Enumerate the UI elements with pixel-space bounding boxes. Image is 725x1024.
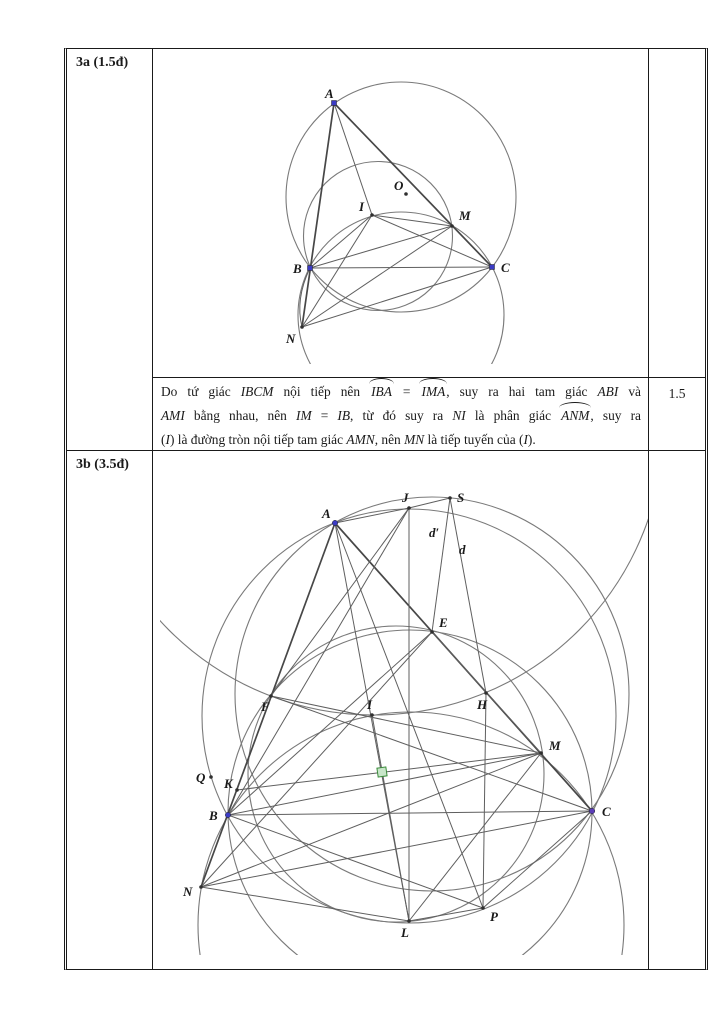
text-run: là phân giác xyxy=(465,408,561,423)
math-italic: IB xyxy=(337,408,351,423)
point-K xyxy=(235,788,239,792)
math-angle-hat: IMA xyxy=(420,380,446,404)
segment-B-M xyxy=(310,226,452,268)
math-angle-hat: IBA xyxy=(370,380,393,404)
segment-A-J xyxy=(335,508,409,523)
segment-M-L xyxy=(409,753,541,921)
text-run: , từ đó suy ra xyxy=(350,408,453,423)
text-run: , nên xyxy=(374,432,405,447)
text-run: là tiếp tuyến của ( xyxy=(424,432,524,447)
point-label-K: K xyxy=(224,776,233,791)
construction-circle xyxy=(298,212,504,364)
segment-N-C xyxy=(302,267,492,327)
point-label-B: B xyxy=(293,261,302,276)
point-label-M: M xyxy=(549,738,561,753)
point-L xyxy=(407,919,411,923)
point-label-A: A xyxy=(322,506,331,521)
point-M xyxy=(450,224,454,228)
text-run: = xyxy=(392,384,421,399)
segment-S-E xyxy=(432,498,450,632)
point-A xyxy=(332,520,337,525)
point-label-P: P xyxy=(490,909,498,924)
point-N xyxy=(199,885,203,889)
score-cell-3a: 1.5 xyxy=(648,378,705,451)
point-I xyxy=(370,713,374,717)
point-label-C: C xyxy=(501,260,510,275)
point-I xyxy=(370,213,374,217)
point-O xyxy=(404,192,408,196)
point-C xyxy=(589,808,595,814)
point-label-O: O xyxy=(394,178,404,193)
geometry-figure-3a xyxy=(238,52,523,364)
math-italic: IBCM xyxy=(240,384,274,399)
point-B xyxy=(225,812,230,817)
point-J xyxy=(407,506,411,510)
construction-circle xyxy=(248,626,544,922)
text-run: nội tiếp nên xyxy=(273,384,371,399)
point-S xyxy=(448,496,452,500)
figure-3a-cell xyxy=(153,49,648,378)
text-run: , suy ra hai tam giác xyxy=(446,384,598,399)
text-run: ( xyxy=(161,432,166,447)
solution-text-3a xyxy=(153,378,648,451)
segment-L-P xyxy=(409,908,483,921)
line-label: d xyxy=(459,542,466,557)
math-italic: NI xyxy=(452,408,466,423)
point-label-H: H xyxy=(477,697,488,712)
geometry-figure-3b xyxy=(160,460,648,955)
row-3a-label: 3a (1.5đ) xyxy=(67,49,153,451)
point-label-Q: Q xyxy=(196,770,206,785)
solution-line xyxy=(161,404,641,428)
point-label-N: N xyxy=(183,884,193,899)
segment-B-C xyxy=(228,811,592,815)
math-italic: I xyxy=(165,432,170,447)
segment-N-L xyxy=(201,887,409,921)
point-label-C: C xyxy=(602,804,611,819)
segment-B-I xyxy=(310,215,372,268)
answer-table xyxy=(64,48,708,970)
segment-S-H xyxy=(450,498,486,693)
point-B xyxy=(308,266,313,271)
point-label-B: B xyxy=(209,808,218,823)
point-label-S: S xyxy=(457,490,465,505)
text-run: = xyxy=(311,408,338,423)
text-run: và xyxy=(618,384,641,399)
math-italic: I xyxy=(523,432,528,447)
segment-I-L xyxy=(372,715,409,921)
math-italic: AMN xyxy=(346,432,375,447)
line-label: d′ xyxy=(429,525,440,540)
point-A xyxy=(332,101,337,106)
solution-line xyxy=(161,380,641,404)
point-P xyxy=(481,906,485,910)
text-run: Do tứ giác xyxy=(161,384,241,399)
text-run: bằng nhau, nên xyxy=(184,408,296,423)
solution-line xyxy=(161,428,641,451)
point-N xyxy=(300,325,304,329)
text-run: ) là đường tròn nội tiếp tam giác xyxy=(169,432,347,447)
math-italic: ABI xyxy=(597,384,619,399)
segment-N-M xyxy=(302,226,452,327)
point-label-L: L xyxy=(401,925,409,940)
point-M xyxy=(539,751,543,755)
segment-A-I xyxy=(334,103,372,215)
point-label-A: A xyxy=(325,86,334,101)
math-italic: AMI xyxy=(161,408,185,423)
point-label-I: I xyxy=(359,199,365,214)
segment-A-C xyxy=(334,103,492,267)
point-label-I: I xyxy=(367,697,373,712)
score-cell-3a-figure xyxy=(648,49,705,378)
point-C xyxy=(490,265,495,270)
score-cell-3b xyxy=(648,451,705,969)
segment-P-C xyxy=(483,811,592,908)
point-F xyxy=(269,694,273,698)
text-run: ). xyxy=(527,432,536,447)
point-label-J: J xyxy=(402,490,409,505)
math-italic: IM xyxy=(295,408,312,423)
segment-J-S xyxy=(409,498,450,508)
segment-B-C xyxy=(310,267,492,268)
right-angle-marker xyxy=(377,767,387,777)
point-Q xyxy=(209,775,213,779)
figure-3b-cell xyxy=(153,451,648,969)
point-label-E: E xyxy=(439,615,448,630)
point-label-F: F xyxy=(261,699,270,714)
point-label-M: M xyxy=(459,208,471,223)
point-H xyxy=(484,691,488,695)
construction-circle xyxy=(235,497,629,891)
point-label-N: N xyxy=(286,331,296,346)
text-run: , suy ra xyxy=(590,408,641,423)
point-E xyxy=(430,630,434,634)
row-3b-label: 3b (3.5đ) xyxy=(67,451,153,969)
math-angle-hat: ANM xyxy=(560,404,590,428)
math-italic: MN xyxy=(404,432,425,447)
